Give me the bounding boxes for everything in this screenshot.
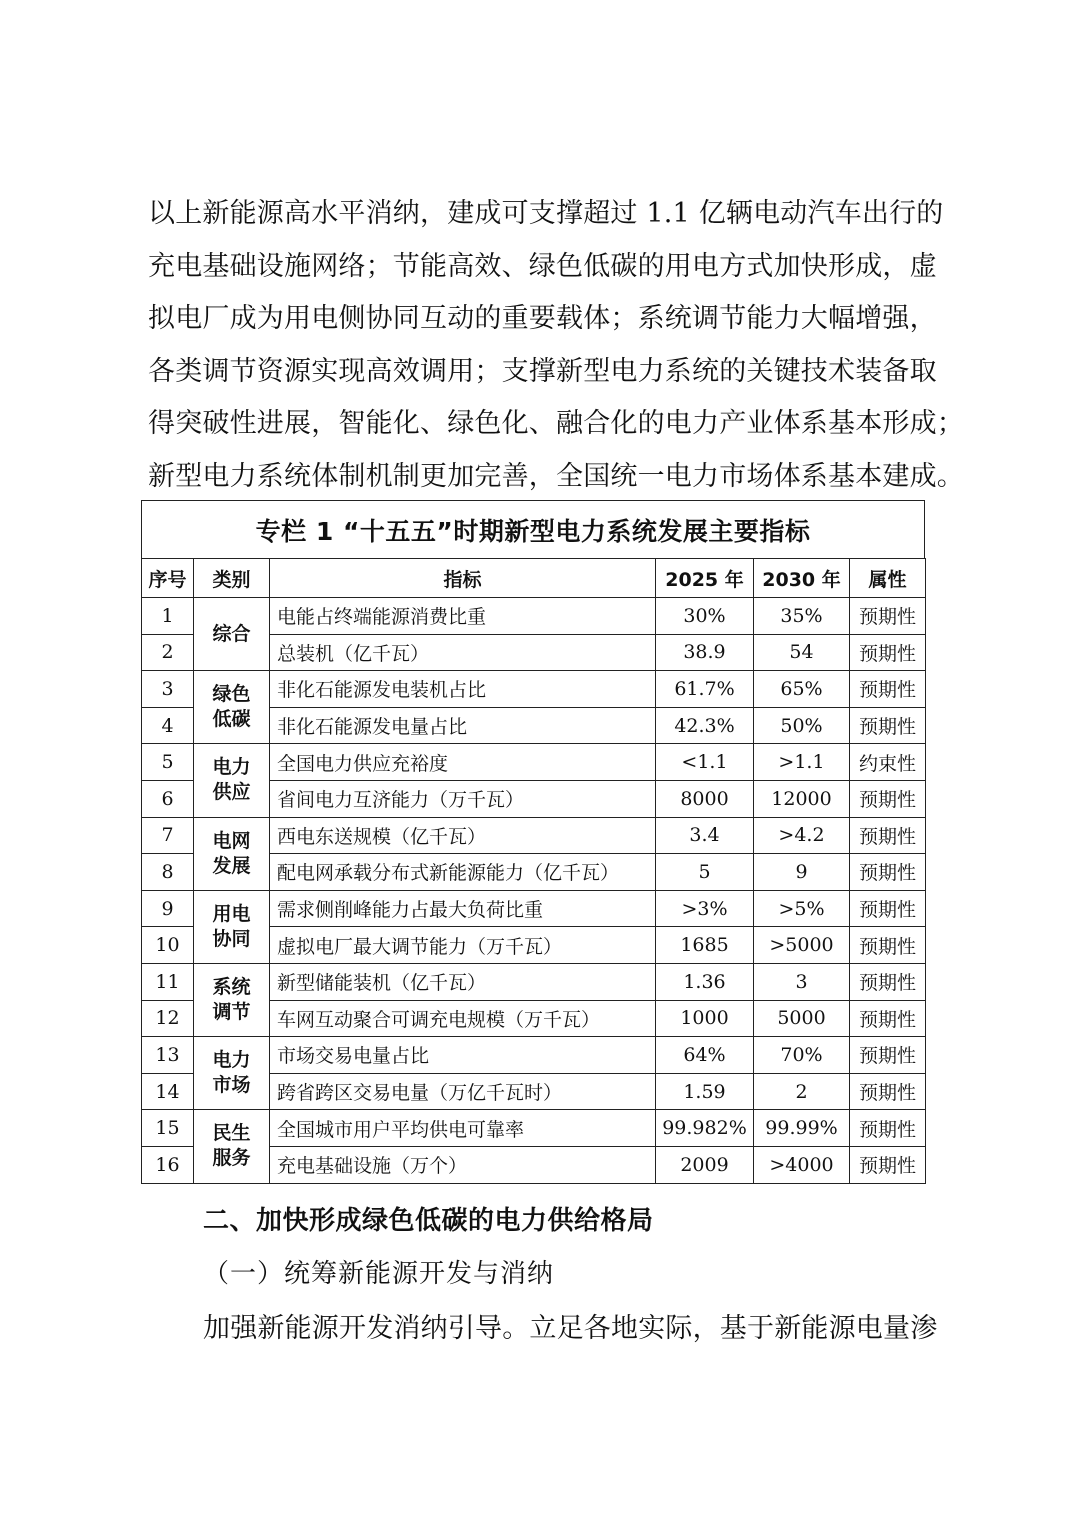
cell-2030: 5000 <box>754 1000 850 1037</box>
cell-seq: 6 <box>142 780 194 817</box>
cell-2030: >5000 <box>754 927 850 964</box>
cell-category: 电力 市场 <box>194 1037 270 1110</box>
cell-seq: 16 <box>142 1146 194 1183</box>
paragraph-line: 得突破性进展，智能化、绿色化、融合化的电力产业体系基本形成； <box>148 408 964 439</box>
cell-seq: 11 <box>142 963 194 1000</box>
cell-2030: 12000 <box>754 780 850 817</box>
cell-attribute: 预期性 <box>850 963 926 1000</box>
cell-2030: >1.1 <box>754 744 850 781</box>
cell-2025: 99.982% <box>656 1110 754 1147</box>
final-paragraph: 加强新能源开发消纳引导。立足各地实际，基于新能源电量渗 <box>203 1313 938 1344</box>
table-header-row <box>142 559 926 598</box>
cell-seq: 13 <box>142 1037 194 1074</box>
cell-category: 电力 供应 <box>194 744 270 817</box>
table-row <box>142 1110 926 1147</box>
table-row <box>142 963 926 1000</box>
cell-attribute: 约束性 <box>850 744 926 781</box>
cell-attribute: 预期性 <box>850 890 926 927</box>
indicator-table-box <box>141 500 925 1184</box>
cell-2030: >4.2 <box>754 817 850 854</box>
cell-attribute: 预期性 <box>850 634 926 671</box>
cell-indicator: 充电基础设施（万个） <box>270 1146 656 1183</box>
table-row <box>142 1037 926 1074</box>
cell-2030: 54 <box>754 634 850 671</box>
cell-indicator: 西电东送规模（亿千瓦） <box>270 817 656 854</box>
paragraph-line: 各类调节资源实现高效调用；支撑新型电力系统的关键技术装备取 <box>148 355 937 387</box>
cell-attribute: 预期性 <box>850 707 926 744</box>
table-row <box>142 744 926 781</box>
cell-2025: 3.4 <box>656 817 754 854</box>
cell-indicator: 全国电力供应充裕度 <box>270 744 656 781</box>
table-row <box>142 890 926 927</box>
cell-attribute: 预期性 <box>850 1110 926 1147</box>
cell-attribute: 预期性 <box>850 780 926 817</box>
cell-seq: 14 <box>142 1073 194 1110</box>
cell-category: 系统 调节 <box>194 963 270 1036</box>
cell-2025: 1000 <box>656 1000 754 1037</box>
table-title: 专栏 1 “十五五”时期新型电力系统发展主要指标 <box>141 500 925 558</box>
cell-indicator: 全国城市用户平均供电可靠率 <box>270 1110 656 1147</box>
intro-paragraph <box>148 188 964 503</box>
cell-2030: 99.99% <box>754 1110 850 1147</box>
cell-indicator: 虚拟电厂最大调节能力（万千瓦） <box>270 927 656 964</box>
table-row <box>142 598 926 635</box>
cell-attribute: 预期性 <box>850 671 926 708</box>
cell-2025: 42.3% <box>656 707 754 744</box>
cell-2030: 2 <box>754 1073 850 1110</box>
cell-indicator: 需求侧削峰能力占最大负荷比重 <box>270 890 656 927</box>
paragraph-line: 拟电厂成为用电侧协同互动的重要载体；系统调节能力大幅增强， <box>148 303 937 334</box>
cell-indicator: 市场交易电量占比 <box>270 1037 656 1074</box>
header-2030: 2030 年 <box>754 559 850 598</box>
cell-seq: 3 <box>142 671 194 708</box>
indicator-table <box>141 558 926 1184</box>
cell-2030: 65% <box>754 671 850 708</box>
cell-2030: 3 <box>754 963 850 1000</box>
cell-seq: 2 <box>142 634 194 671</box>
cell-attribute: 预期性 <box>850 927 926 964</box>
subsection-heading: （一）统筹新能源开发与消纳 <box>203 1259 555 1289</box>
header-category: 类别 <box>194 559 270 598</box>
header-attribute: 属性 <box>850 559 926 598</box>
cell-seq: 5 <box>142 744 194 781</box>
cell-seq: 8 <box>142 854 194 891</box>
cell-2025: <1.1 <box>656 744 754 781</box>
cell-seq: 15 <box>142 1110 194 1147</box>
cell-indicator: 省间电力互济能力（万千瓦） <box>270 780 656 817</box>
cell-category: 民生 服务 <box>194 1110 270 1183</box>
cell-2025: >3% <box>656 890 754 927</box>
paragraph-line: 以上新能源高水平消纳，建成可支撑超过 1.1 亿辆电动汽车出行的 <box>148 198 944 229</box>
cell-indicator: 总装机（亿千瓦） <box>270 634 656 671</box>
cell-category: 综合 <box>194 598 270 671</box>
header-indicator: 指标 <box>270 559 656 598</box>
cell-2030: 35% <box>754 598 850 635</box>
cell-2025: 61.7% <box>656 671 754 708</box>
header-seq: 序号 <box>142 559 194 598</box>
cell-2025: 1.59 <box>656 1073 754 1110</box>
cell-2030: 50% <box>754 707 850 744</box>
cell-2025: 8000 <box>656 780 754 817</box>
header-2025: 2025 年 <box>656 559 754 598</box>
cell-indicator: 新型储能装机（亿千瓦） <box>270 963 656 1000</box>
cell-2025: 64% <box>656 1037 754 1074</box>
table-body <box>142 598 926 1184</box>
cell-category: 绿色 低碳 <box>194 671 270 744</box>
cell-indicator: 跨省跨区交易电量（万亿千瓦时） <box>270 1073 656 1110</box>
cell-attribute: 预期性 <box>850 1000 926 1037</box>
paragraph-line: 新型电力系统体制机制更加完善，全国统一电力市场体系基本建成。 <box>148 460 964 492</box>
cell-seq: 4 <box>142 707 194 744</box>
cell-category: 用电 协同 <box>194 890 270 963</box>
cell-2025: 38.9 <box>656 634 754 671</box>
paragraph-line: 充电基础设施网络；节能高效、绿色低碳的用电方式加快形成，虚 <box>148 250 937 282</box>
cell-2025: 1.36 <box>656 963 754 1000</box>
cell-attribute: 预期性 <box>850 598 926 635</box>
cell-seq: 12 <box>142 1000 194 1037</box>
cell-indicator: 配电网承载分布式新能源能力（亿千瓦） <box>270 854 656 891</box>
cell-2025: 1685 <box>656 927 754 964</box>
cell-attribute: 预期性 <box>850 1073 926 1110</box>
cell-attribute: 预期性 <box>850 1146 926 1183</box>
cell-indicator: 非化石能源发电量占比 <box>270 707 656 744</box>
cell-attribute: 预期性 <box>850 817 926 854</box>
cell-category: 电网 发展 <box>194 817 270 890</box>
table-row <box>142 817 926 854</box>
cell-2030: >4000 <box>754 1146 850 1183</box>
table-row <box>142 671 926 708</box>
cell-seq: 1 <box>142 598 194 635</box>
cell-2030: >5% <box>754 890 850 927</box>
cell-2025: 5 <box>656 854 754 891</box>
section-heading: 二、加快形成绿色低碳的电力供给格局 <box>203 1206 654 1236</box>
cell-seq: 10 <box>142 927 194 964</box>
cell-2025: 2009 <box>656 1146 754 1183</box>
cell-attribute: 预期性 <box>850 1037 926 1074</box>
cell-indicator: 电能占终端能源消费比重 <box>270 598 656 635</box>
cell-seq: 9 <box>142 890 194 927</box>
cell-seq: 7 <box>142 817 194 854</box>
cell-2030: 70% <box>754 1037 850 1074</box>
cell-2025: 30% <box>656 598 754 635</box>
cell-2030: 9 <box>754 854 850 891</box>
cell-attribute: 预期性 <box>850 854 926 891</box>
cell-indicator: 车网互动聚合可调充电规模（万千瓦） <box>270 1000 656 1037</box>
cell-indicator: 非化石能源发电装机占比 <box>270 671 656 708</box>
